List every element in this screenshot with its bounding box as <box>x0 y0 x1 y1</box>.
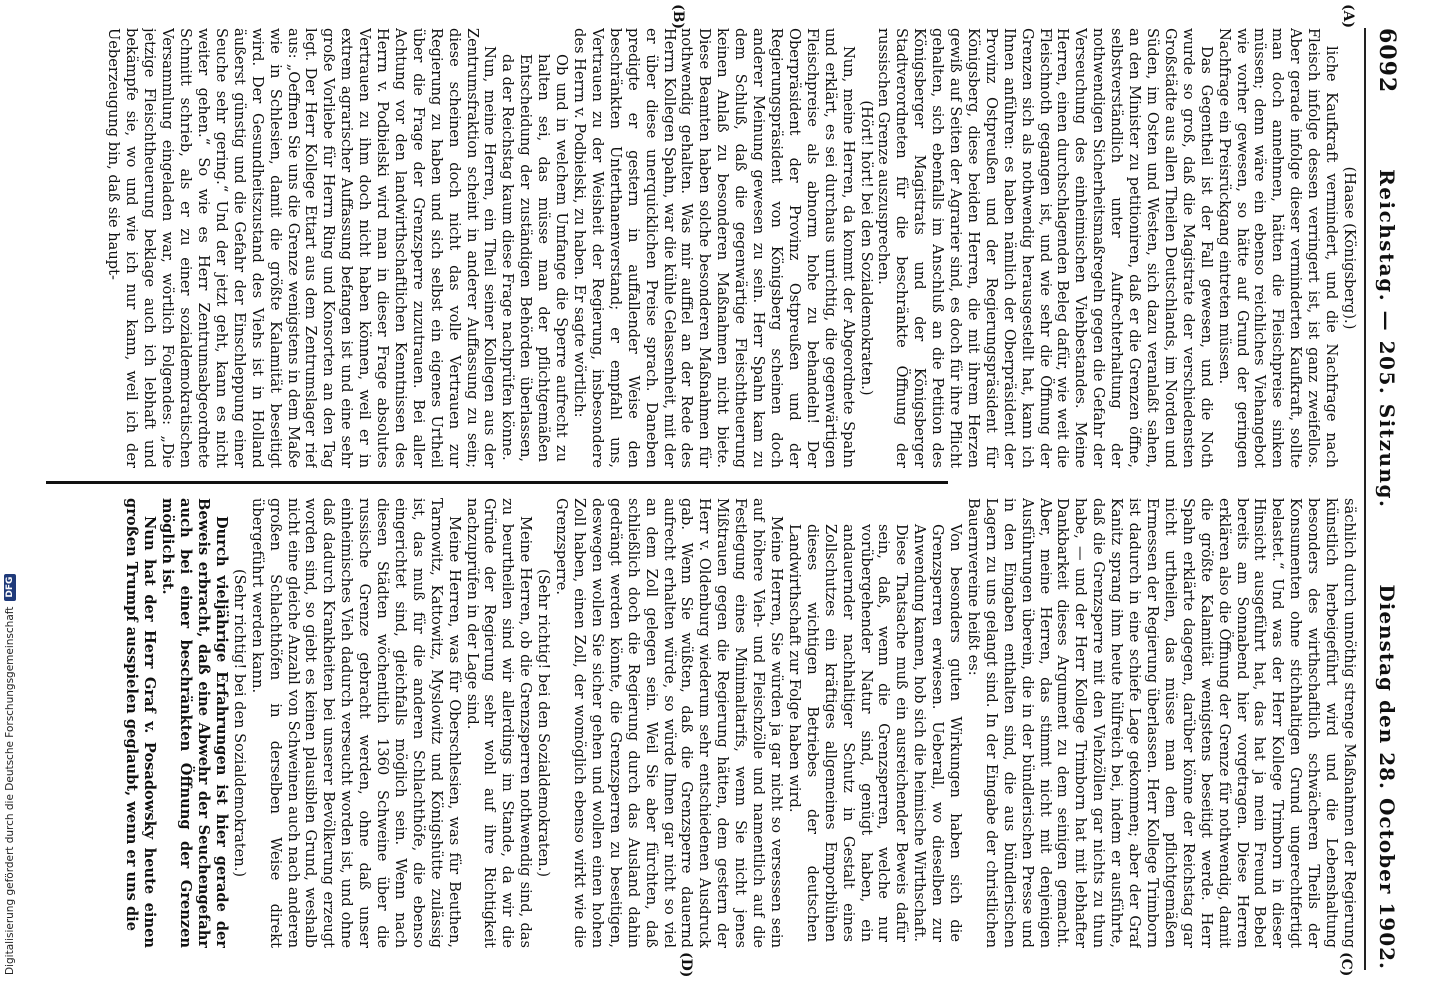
paragraph: liche Kaufkraft vermindert, und die Nachfrage nach Fleisch infolge dessen verringert ist, ist ganz zweifellos. Aber gerade infolge dieser verminderten Kaufkraft, sollte man doch annehmen, hätten die Fleischpreise sinken müssen; denn wäre ein ebenso reichliches Viehangebot wie vorher gewesen, so hätte auf Grund der geringen Nachfrage ein Preisrückgang eintreten müssen. <box>1215 28 1341 468</box>
paragraph: Das Gegentheil ist der Fall gewesen, und die Noth wurde so groß, daß die Magistrate der verschiedensten Großstädte aus allen Theilen Deutschlands, im Norden und Süden, im Osten und Westen, sich dazu veranlaßt sahen, an den Minister zu petitioniren, daß er die Grenzen öffne, selbstverständlich unter Aufrechterhaltung der nothwendigen Sicherheitsmaßregeln gegen die Gefahr der Verseuchung des einheimischen Viehbestandes. Meine Herren, einen durchschlagenden Beleg dafür, wie weit die Fleischnoth gegangen ist, und wie sehr die Öffnung der Grenzen sich als nothwendig herausgestellt hat, kann ich Ihnen anführen: es haben nämlich der Oberpräsident der Provinz Ostpreußen und der Regierungspräsident für Königsberg, diese beiden Herren, die mit ihrem Herzen gewiß auf Seiten der Agrarier sind, es doch für ihre Pflicht gehalten, sich ebenfalls im Anschluß an die Petition des Königsberger Magistrats und der Königsberger Stadtverordneten für die beschränkte Öffnung der russischen Grenze auszusprechen. <box>875 28 1215 468</box>
margin-marker-b: (B) <box>670 4 686 30</box>
paragraph: Meine Herren, was für Oberschlesien, was für Beuthen, Tarnowitz, Kattowitz, Myslowitz und Königshütte zulässig ist, das muß für die anderen Schlachthöfe, die ebenso eingerichtet sind, gleichfalls möglich sein. Wenn nach diesen Städten wöchentlich 1360 Schweine über die russische Grenze gebracht werden, ohne daß unser einheimisches Vieh dadurch verseucht worden ist, und ohne daß dadurch Krankheiten bei unserer Bevölkerung erzeugt worden sind, so giebt es keinen plausiblen Grund, weshalb nicht eine gleiche Anzahl von Schweinen auch nach anderen großen Schlachthöfen in derselben Weise direkt übergeführt werden kann. <box>248 498 463 948</box>
paragraph: Meine Herren, Sie würden ja gar nicht so versessen sein auf höhere Vieh- und Fleischzölle und namentlich auf die Festlegung eines Minimaltarifs, wenn Sie nicht jenes Mißtrauen gegen die Regierung hätten, dem gestern der Herr v. Oldenburg wiederum sehr entschiedenen Ausdruck gab. Wenn Sie wüßten, daß die Grenzsperre dauernd aufrecht erhalten würde, so würde Ihnen gar nicht so viel an dem Zoll gelegen sein. Weil Sie aber fürchten, daß schließlich doch die Regierung durch das Ausland dahin gedrängt werden könnte, die Grenzsperren zu beseitigen, deswegen wollen Sie sicher gehen und wollen einen hohen Zoll haben, einen Zoll, der womöglich ebenso wirkt wie die Grenzsperre. <box>553 498 785 948</box>
header-rule <box>1364 28 1366 970</box>
paragraph: Meine Herren, ob die Grenzsperren nothwendig sind, das zu beurtheilen sind wir allerdings im Stande, da wir die Gründe der Regierung sehr wohl auf ihre Richtigkeit nachzuprüfen in der Lage sind. <box>463 498 535 948</box>
paragraph: Durch vieljährige Erfahrungen ist hier gerade der Beweis erbracht, daß eine Abwehr der Seuchengefahr auch bei einer beschränkten Öffnung der Grenzen möglich ist. <box>159 498 230 948</box>
block-quote: Von besonders guten Wirkungen haben sich die Grenzsperren erwiesen. Ueberall, wo dieselben zur Anwendung kamen, hob sich die heimische Wirthschaft. Diese Thatsache muß ein ausreichender Beweis dafür sein, daß, wenn die Grenzsperren, welche nur vorübergehender Natur sind, genügt haben, ein andauernder nachhaltiger Schutz in Gestalt eines Zollschutzes ein kräftiges allgemeines Emporblühen dieses wichtigen Betriebes der deutschen Landwirthschaft zur Folge haben wird. <box>785 524 965 942</box>
paragraph: Nun, meine Herren, ein Theil seiner Kollegen aus der Zentrumsfraktion scheint in anderer Auffassung zu sein; diese scheinen doch nicht das volle Vertrauen zur Regierung zu haben und sich selbst ein eigenes Urtheil über die Frage der Grenzsperre zuzutrauen. Bei aller Achtung vor den landwirthschaftlichen Kenntnissen des Herrn v. Podbielski wird man in dieser Frage absolutes Vertrauen zu ihm doch nicht haben können, weil er in extrem agrarischer Auffassung befangen ist und eine sehr große Vorliebe für Herrn Ring und Konsorten an den Tag legt. Der Herr Kollege Ettart aus dem Zentrumslager rief aus: „Oeffnen Sie uns die Grenze wenigstens in dem Maße wie in Schlesien, damit die größte Kalamität beseitigt wird. Der Gesundheitszustand des Viehs ist in Holland äußerst günstig und die Gefahr der Einschleppung einer Seuche sehr gering.“ Und der jetzt geht, kann es nicht weiter gehen.“ So wie es Herr Zentrumsabgeordnete Schmitt schrieb, als er zu einer sozialdemokratischen Versammlung eingeladen war, wörtlich Folgendes: „Die jetzige Fleischtheuerung beklage auch ich lebhaft und bekämpfe sie, wo und wie ich nur kann, weil ich der Ueberzeugung bin, daß sie haupt- <box>105 28 499 468</box>
margin-marker-c: (C) <box>1338 952 1354 977</box>
page-number: 6092 <box>1374 28 1400 94</box>
credit-text: Digitalisierung gefördert durch die Deutsche Forschungsgemeinschaft <box>4 606 16 975</box>
page-header <box>1370 28 1404 970</box>
interjection: (Sehr richtig! bei den Sozialdemokraten.) <box>230 568 248 878</box>
session-date: Dienstag den 28. October 1902. <box>1375 584 1399 970</box>
margin-marker-a: (A) <box>1340 4 1356 29</box>
block-quote: Ob und in welchem Umfange die Sperre aufrecht zu halten sei, das müsse man der pflichtgemäßen Entscheidung der zuständigen Behörden überlassen, da der Reichstag kaum diese Frage nachprüfen könne. <box>499 54 571 462</box>
paragraph: Nun, meine Herren, da kommt der Abgeordnete Spahn und erklärt, es sei durchaus unrichtig, die gegenwärtigen Fleischpreise als abnorm hohe zu behandeln! Der Oberpräsident der Provinz Ostpreußen und der Regierungspräsident von Königsberg scheinen doch anderer Meinung gewesen zu sein. Herr Spahn kam zu dem Schluß, daß die gegenwärtige Fleischtheuerung keinen Anlaß zu besonderen Maßnahmen nicht biete. Diese Beamten haben solche besonderen Maßnahmen für nothwendig gehalten. Was mir auffiel an der Rede des Herrn Kollegen Spahn, war die kühle Gelassenheit, mit der er über diese unerquicklichen Preise sprach. Daneben predigte er gestern in auffallender Weise den beschränkten Unterthanenverstand; er empfahl uns, Vertrauen zu der Weisheit der Regierung, insbesondere des Herrn v. Podbielski, zu haben. Er sagte wörtlich: <box>571 28 857 468</box>
session-title: Reichstag. — 205. Sitzung. <box>1375 169 1399 509</box>
dfg-logo: DFG <box>4 574 16 601</box>
speaker-line: (Haase (Königsberg).) <box>1341 166 1358 330</box>
digitization-credit <box>0 0 20 995</box>
paragraph: sächlich durch unnöthig strenge Maßnahmen der Regierung künstlich herbeigeführt wird und die Lebenshaltung besonders des wirthschaftlich schwächeren Theils der Konsumenten ohne stichhaltigen Grund ungerechtfertigt belastet.“ Und was der Herr Kollege Trimborn in dieser Hinsicht ausgeführt hat, das hat ja mein Freund Bebel bereits am Sonnabend hier vorgetragen. Diese Herren erklären also die Öffnung der Grenze für nothwendig, damit die größte Kalamität wenigstens beseitigt werde. Herr Spahn erklärte dagegen, darüber könne der Reichstag gar nicht urtheilen, das müsse man dem pflichtgemäßen Ermessen der Regierung überlassen. Herr Kollege Trimborn ist dadurch in eine schiefe Lage gekommen; aber der Graf Kanitz sprang ihm heute hülfreich bei, indem er ausführte, daß die Grenzsperre mit den Viehzöllen gar nichts zu thun habe, — und der Herr Kollege Trimborn hat mit lebhafter Dankbarkeit dieses Argument zu dem seinigen gemacht. Aber, meine Herren, das stimmt nicht mit denjenigen Ausführungen überein, die in der bündlerischen Presse und in den Eingaben enthalten sind, die aus bündlerischen Lagern zu uns gelangt sind. In der Eingabe der christlichen Bauernvereine heißt es: <box>964 498 1358 948</box>
margin-marker-d: (D) <box>678 952 694 978</box>
left-text-column <box>40 28 1358 468</box>
column-divider <box>46 481 948 484</box>
interjection: (Hört! hört! bei den Sozialdemokraten.) <box>857 100 875 396</box>
interjection: (Sehr richtig! bei den Sozialdemokraten.) <box>535 568 553 878</box>
paragraph: Nun hat der Herr Graf v. Posadowsky heute einen großen Trumpf ausspielen geglaubt, wenn er uns die <box>123 498 159 948</box>
right-text-column <box>40 498 1358 948</box>
